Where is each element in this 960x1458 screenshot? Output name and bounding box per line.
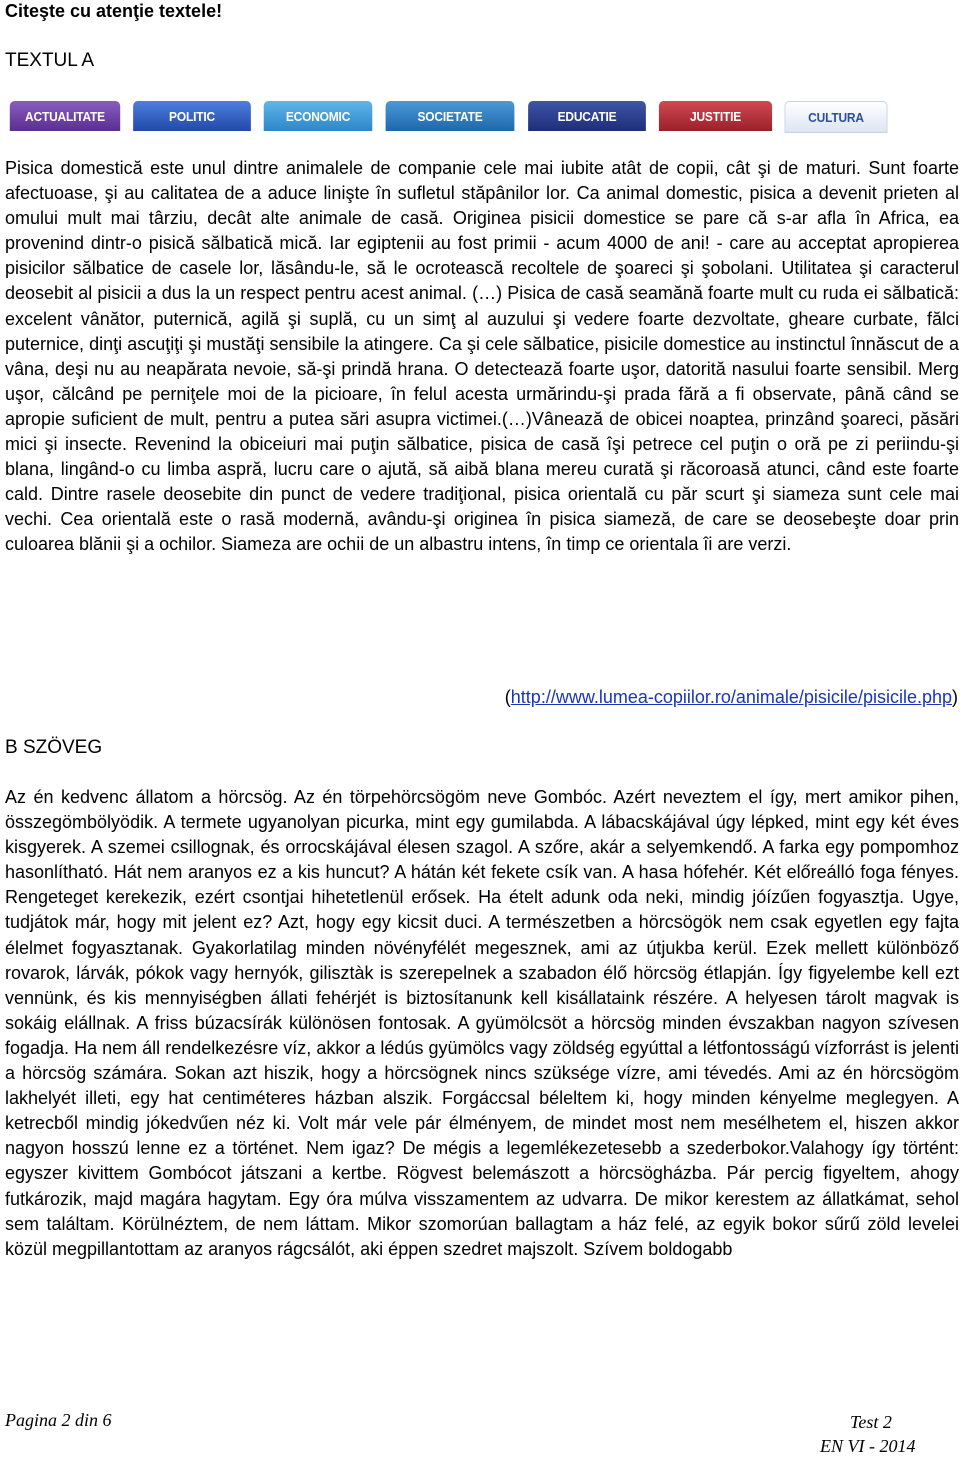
nav-tab-educatie: EDUCATIE	[528, 101, 646, 131]
text-b-paragraph: Az én kedvenc állatom a hörcsög. Az én törpehörcsögöm neve Gombóc. Azért neveztem el így, mert amikor pihen, összegömbölyödik. A termete ugyanolyan picurka, mint egy gumilabda. A lábacskájával úgy lépked, mint egy két éves kisgyerek. A szemei csillognak, és orrocskájával élesen szagol. A szőre, akár a selyemkendő. A farka egy pompomhoz hasonlítható. Hát nem aranyos ez a kis huncut? A hátán két fekete csík van. A hasa hófehér. Két előreálló foga fényes. Rengeteget kerekezik, ezért csontjai hihetetlenül erősek. Ha ételt adunk oda neki, mindig jóízűen fogyasztja. Ugye, tudjátok már, hogy mit jelent ez? Azt, hogy egy kicsit duci. A természetben a hörcsögök nem csak egyetlen egy fajta élelmet fogyasztanak. Gyakorlatilag minden növényfélét megesznek, ami az útjukba kerül. Ezek mellett különböző rovarok, lárvák, pókok vagy hernyók, gilisztàk is szerepelnek a szabadon élő hörcsög étlapján. Így figyelembe kell ezt vennünk, és kis mennyiségben állati fehérjét is biztosítanunk kell kisállataink részére. A helyesen tárolt magvak is sokáig elállnak. A friss búzacsírák különösen fontosak. A gyümölcsöt a hörcsög minden évszakban nagyon szívesen fogadja. Ha nem áll rendelkezésre víz, akkor a lédús gyümölcs vagy zöldség egyúttal a létfontosságú vízforrást is jelenti a hörcsög számára. Sokan azt hiszik, hogy a hörcsögnek nincs szüksége vízre, ami tévedés. Ami az én hörcsögöm lakhelyét illeti, egy hat centiméteres házban alszik. Forgáccsal béleltem ki, hogy minden kényelme meglegyen. A ketrecből mindig jókedvűen néz ki. Volt már vele pár élményem, de mindet most nem mesélhetem el, hiszen akkor nagyon hosszú lenne ez a történet. Nem igaz? De mégis a legemlékezetesebb a szederbokor.Valahogy így történt: egyszer kivittem Gombócot játszani a kertbe. Rögvest belemászott a hörcsögházba. Pár percig figyeltem, ahogy futkározik, majd magára hagytam. Egy óra múlva visszamentem az udvarra. De mikor kerestem az állatkámat, sehol sem találtam. Körülnéztem, de nem láttam. Mikor szomorúan ballagtam a ház felé, az egyik bokor sűrű zöld levelei közül megpillantottam az aranyos rágcsálót, aki éppen szedret majszolt. Szívem boldogabb	[5, 787, 959, 1259]
nav-tab-actualitate: ACTUALITATE	[10, 101, 120, 131]
text-a-paragraph: Pisica domestică este unul dintre animalele de companie cele mai iubite atât de copii, cât şi de maturi. Sunt foarte afectuoase, şi au calitatea de a aduce linişte în sufletul stăpânilor lor. Ca animal domestic, pisica a devenit prieten al omului mult mai târziu, decât alte animale de casă. Originea pisicii domestice se pare că s-ar afla în Africa, ea provenind dintr-o pisică sălbatică mică. Iar egiptenii au fost primii - acum 4000 de ani! - care au acceptat apropierea pisicilor sălbatice de casele lor, lăsându-le, să le ocrotească recoltele de şoareci şi şobolani. Utilitatea şi caracterul deosebit al pisicii a dus la un respect pentru acest animal. (…) Pisica de casă seamănă foarte mult cu ruda ei sălbatică: excelent vânător, puternică, agilă şi suplă, cu un simţ al auzului şi vedere foarte dezvoltate, gheare curbate, fălci puternice, dinţi ascuţiţi şi mustăţi sensibile la atingere. Ca şi cele sălbatice, pisicile domestice au instinctul înnăscut de a vâna, deşi nu au neapărata nevoie, să-şi prindă hrana. O detectează foarte uşor, datorită nasului foarte sensibil. Merg uşor, călcând pe perniţele moi de la picioare, în felul acesta urmărindu-şi prada fără a fi observate, până când se apropie suficient de mult, pentru a putea sări asupra victimei.(…)Vânează de obicei noaptea, prinzând şoareci, păsări mici şi insecte. Revenind la obiceiuri mai puţin sălbatice, pisica de casă îşi petrece cel puţin o oră pe zi periindu-şi blana, lingând-o cu limba aspră, lucru care o ajută, să aibă blana mereu curată şi răcoroasă atunci, când este foarte cald. Dintre rasele deosebite din punct de vedere tradiţional, pisica orientală cu păr scurt şi siameza sunt cele mai vechi. Cea orientală este o rasă modernă, avându-şi originea în pisica siameză, de care se deosebeşte doar prin culoarea blănii şi a ochilor. Siameza are ochii de un albastru intens, în timp ce orientala îi are verzi.	[5, 158, 959, 555]
text-a-heading: TEXTUL A	[5, 50, 95, 71]
page-number: Pagina 2 din 6	[5, 1410, 112, 1430]
nav-tab-economic: ECONOMIC	[264, 101, 373, 131]
exam-code: EN VI - 2014	[820, 1436, 916, 1456]
text-b-heading: B SZÖVEG	[5, 737, 103, 758]
nav-tab-politic: POLITIC	[133, 101, 251, 131]
text-b-body	[5, 785, 959, 1262]
source-citation	[505, 685, 958, 709]
nav-tab-cultura: CULTURA	[784, 101, 887, 133]
news-nav-banner	[5, 101, 898, 131]
test-label: Test 2	[850, 1412, 892, 1432]
source-open-paren: (	[504, 687, 511, 707]
source-link[interactable]: http://www.lumea-copiilor.ro/animale/pisicile/pisicile.php	[510, 687, 952, 707]
text-a-body	[5, 156, 959, 558]
instruction: Citeşte cu atenţie textele!	[5, 1, 223, 21]
nav-tab-justitie: JUSTITIE	[659, 101, 772, 131]
source-close-paren: )	[952, 687, 958, 707]
nav-tab-societate: SOCIETATE	[386, 101, 515, 131]
